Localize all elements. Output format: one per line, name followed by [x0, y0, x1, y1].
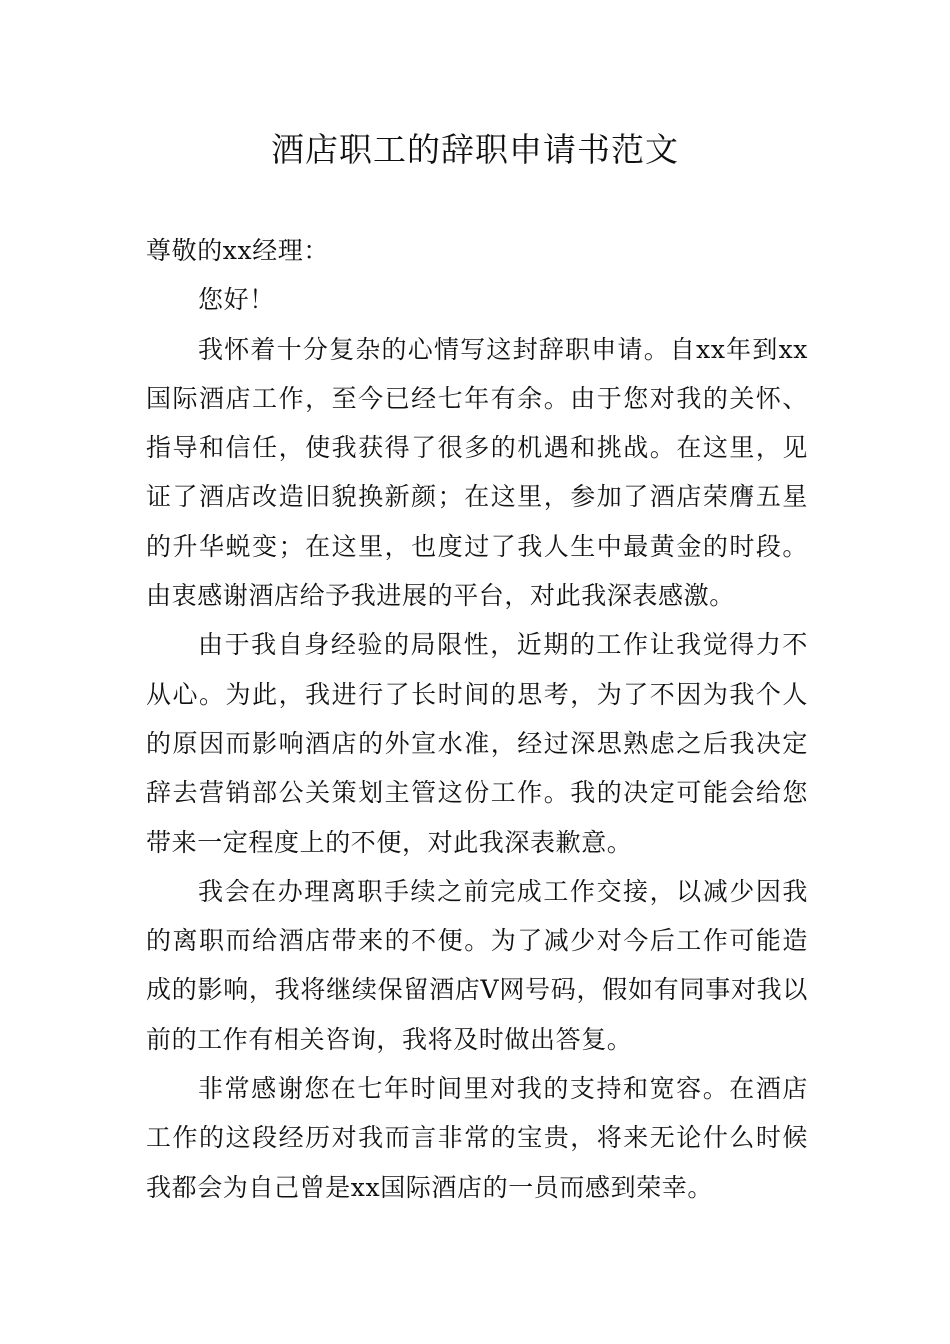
document-title: 酒店职工的辞职申请书范文: [271, 130, 679, 169]
salutation: 尊敬的xx经理：: [146, 236, 329, 265]
paragraph: 我会在办理离职手续之前完成工作交接，以减少因我的离职而给酒店带来的不便。为了减少对今后工作可能造成的影响，我将继续保留酒店V网号码，假如有同事对我以前的工作有相关咨询，我将及时做出答复。: [146, 876, 808, 1054]
paragraph: 我怀着十分复杂的心情写这封辞职申请。自xx年到xx国际酒店工作，至今已经七年有余。由于您对我的关怀、指导和信任，使我获得了很多的机遇和挑战。在这里，见证了酒店改造旧貌换新颜；在这里，参加了酒店荣膺五星的升华蜕变；在这里，也度过了我人生中最黄金的时段。由衷感谢酒店给予我进展的平台，对此我深表感激。: [146, 334, 808, 611]
letter-body: [146, 226, 808, 1212]
paragraph: 非常感谢您在七年时间里对我的支持和宽容。在酒店工作的这段经历对我而言非常的宝贵，将来无论什么时候我都会为自己曾是xx国际酒店的一员而感到荣幸。: [146, 1074, 808, 1202]
greeting: 您好！: [198, 285, 275, 315]
paragraph: 由于我自身经验的局限性，近期的工作让我觉得力不从心。为此，我进行了长时间的思考，为了不因为我个人的原因而影响酒店的外宣水准，经过深思熟虑之后我决定辞去营销部公关策划主管这份工作。我的决定可能会给您带来一定程度上的不便，对此我深表歉意。: [146, 630, 808, 857]
